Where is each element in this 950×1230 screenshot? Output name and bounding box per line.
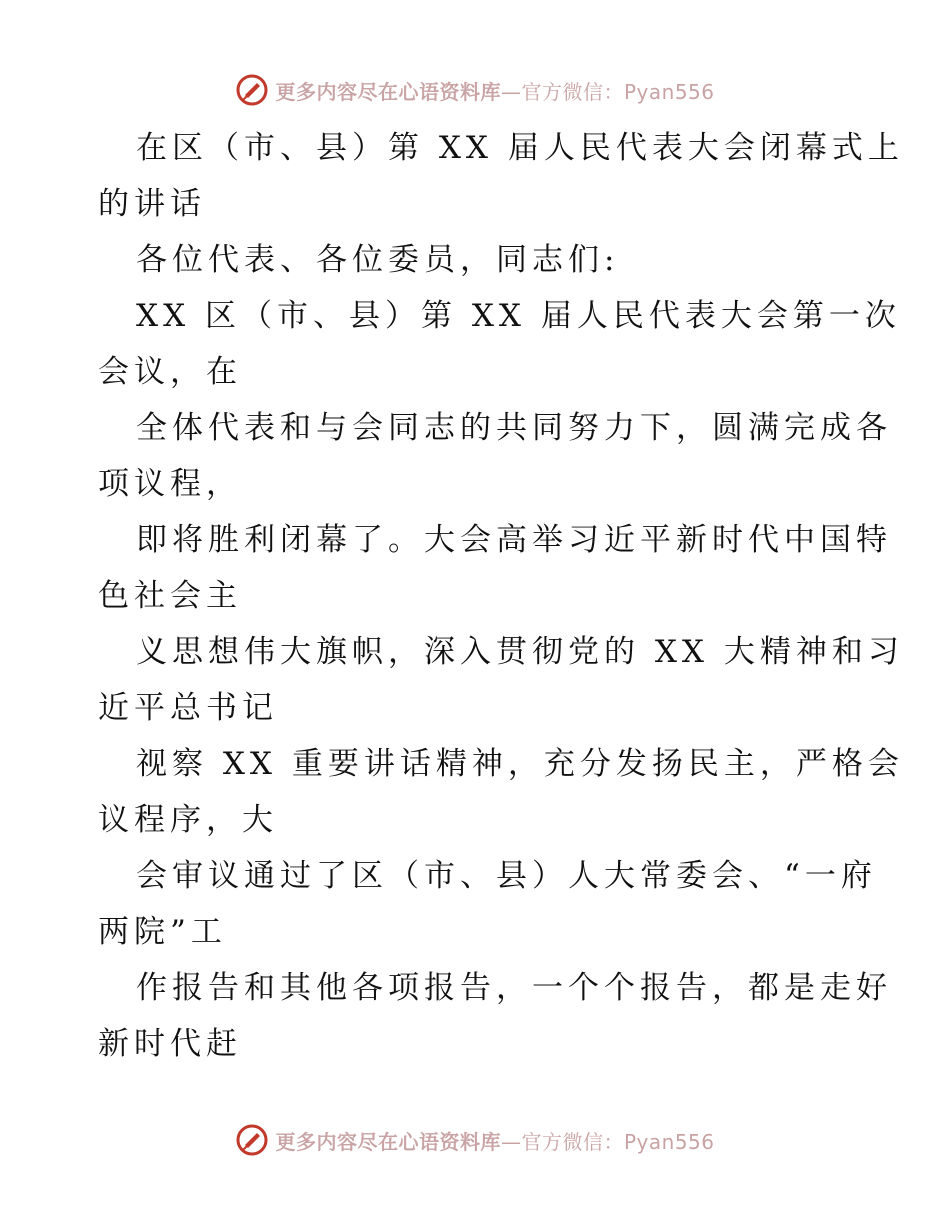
text-line: 会议，在 <box>98 354 242 390</box>
watermark-brand: 更多内容尽在心语资料库 <box>275 79 501 104</box>
paragraph <box>98 848 877 960</box>
watermark-brand: 更多内容尽在心语资料库 <box>275 1129 501 1154</box>
watermark-text <box>275 1126 714 1155</box>
text-line: 色社会主 <box>98 578 242 614</box>
text-line: 议程序，大 <box>98 802 278 838</box>
header-watermark <box>0 70 950 110</box>
brand-logo-icon <box>235 1123 269 1157</box>
text-line: 视察 XX 重要讲话精神，充分发扬民主，严格会 <box>136 746 904 782</box>
text-line: 的讲话 <box>98 186 206 222</box>
text-line: 会审议通过了区（市、县）人大常委会、“一府 <box>136 858 877 894</box>
text-line: 义思想伟大旗帜，深入贯彻党的 XX 大精神和习 <box>136 634 904 670</box>
text-line: 两院”工 <box>98 914 227 950</box>
text-line: 新时代赶 <box>98 1026 242 1062</box>
paragraph <box>98 288 901 400</box>
brand-logo-icon <box>235 73 269 107</box>
paragraph <box>98 512 892 624</box>
watermark-official-label: 官方微信： <box>521 79 624 104</box>
text-line: XX 区（市、县）第 XX 届人民代表大会第一次 <box>136 298 901 334</box>
watermark-wechat-id: Pyan556 <box>623 79 715 104</box>
text-line: 作报告和其他各项报告，一个个报告，都是走好 <box>136 970 892 1006</box>
text-line: 全体代表和与会同志的共同努力下，圆满完成各 <box>136 410 892 446</box>
watermark-dash: — <box>500 1129 522 1154</box>
paragraph-salutation <box>98 232 858 288</box>
text-line: 近平总书记 <box>98 690 278 726</box>
text-line: 各位代表、各位委员，同志们: <box>136 242 620 278</box>
text-line: 项议程， <box>98 466 242 502</box>
paragraph-title <box>98 120 904 232</box>
watermark-text <box>275 76 714 105</box>
footer-watermark <box>0 1120 950 1160</box>
paragraph <box>98 624 904 736</box>
text-line: 在区（市、县）第 XX 届人民代表大会闭幕式上 <box>136 130 904 166</box>
text-line: 即将胜利闭幕了。大会高举习近平新时代中国特 <box>136 522 892 558</box>
paragraph <box>98 960 892 1072</box>
paragraph <box>98 400 892 512</box>
watermark-official-label: 官方微信： <box>521 1129 624 1154</box>
document-body <box>98 120 904 1072</box>
paragraph <box>98 736 904 848</box>
watermark-dash: — <box>500 79 522 104</box>
watermark-wechat-id: Pyan556 <box>623 1129 715 1154</box>
